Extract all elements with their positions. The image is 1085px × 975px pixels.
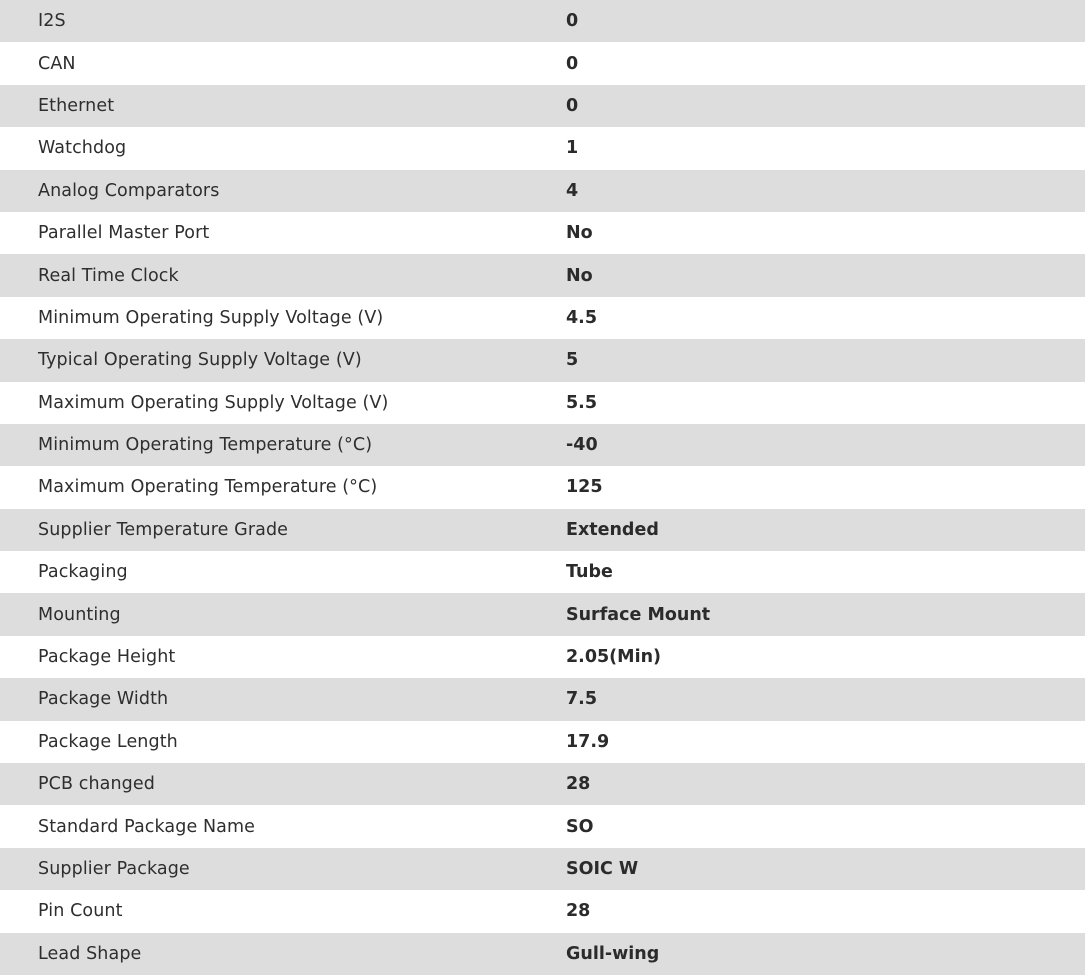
spec-row-max-operating-temp [0, 466, 1085, 508]
spec-row-temperature-grade [0, 509, 1085, 551]
spec-label: Typical Operating Supply Voltage (V) [38, 350, 362, 371]
spec-label: Watchdog [38, 138, 127, 159]
spec-label: Maximum Operating Supply Voltage (V) [38, 392, 389, 413]
spec-label: Ethernet [38, 95, 115, 116]
spec-row-package-height [0, 636, 1085, 678]
spec-row-package-length [0, 721, 1085, 763]
spec-label: Minimum Operating Supply Voltage (V) [38, 307, 384, 328]
spec-value: 0 [566, 53, 579, 74]
spec-row-package-width [0, 678, 1085, 720]
spec-value: 125 [566, 477, 603, 498]
spec-row-pcb-changed [0, 763, 1085, 805]
spec-row-standard-package-name [0, 805, 1085, 847]
spec-value: 1 [566, 138, 579, 159]
spec-value: 5.5 [566, 392, 598, 413]
spec-label: Minimum Operating Temperature (°C) [38, 435, 373, 456]
spec-label: Supplier Package [38, 859, 190, 879]
spec-row-ethernet [0, 85, 1085, 127]
spec-value: No [566, 223, 593, 244]
spec-row-mounting [0, 593, 1085, 635]
spec-label: Standard Package Name [38, 816, 256, 837]
spec-label: Maximum Operating Temperature (°C) [38, 477, 378, 498]
spec-label: Lead Shape [38, 943, 142, 964]
spec-value: 0 [566, 95, 579, 116]
spec-row-lead-shape [0, 933, 1085, 975]
spec-value: 0 [566, 11, 579, 32]
spec-value: 28 [566, 901, 591, 922]
spec-value: Gull-wing [566, 943, 660, 964]
spec-label: Parallel Master Port [38, 223, 210, 244]
spec-label: Analog Comparators [38, 180, 220, 201]
spec-value: 2.05(Min) [566, 647, 662, 668]
spec-row-real-time-clock [0, 254, 1085, 296]
spec-value: 28 [566, 774, 591, 795]
spec-value: 5 [566, 350, 579, 371]
spec-value: No [566, 265, 593, 286]
spec-row-watchdog [0, 127, 1085, 169]
spec-label: CAN [38, 53, 76, 74]
spec-label: Supplier Temperature Grade [38, 519, 289, 540]
spec-value: 4 [566, 180, 579, 201]
spec-value: Surface Mount [566, 604, 711, 625]
spec-row-typ-supply-voltage [0, 339, 1085, 381]
spec-label: Mounting [38, 604, 121, 625]
spec-label: Pin Count [38, 901, 123, 922]
spec-value: 17.9 [566, 731, 610, 752]
spec-label: I2S [38, 11, 66, 32]
spec-value: SO [566, 816, 594, 837]
spec-label: Packaging [38, 562, 128, 583]
spec-row-i2s [0, 0, 1085, 42]
spec-label: Package Height [38, 647, 176, 668]
spec-row-parallel-master-port [0, 212, 1085, 254]
spec-value: SOIC W [566, 859, 639, 879]
spec-value: 4.5 [566, 307, 598, 328]
spec-row-min-supply-voltage [0, 297, 1085, 339]
spec-row-packaging [0, 551, 1085, 593]
spec-label: Real Time Clock [38, 265, 179, 286]
spec-value: Extended [566, 519, 659, 540]
spec-row-max-supply-voltage [0, 382, 1085, 424]
spec-row-supplier-package [0, 848, 1085, 890]
spec-row-can [0, 42, 1085, 84]
spec-row-pin-count [0, 890, 1085, 932]
spec-value: -40 [566, 435, 598, 456]
spec-row-analog-comparators [0, 170, 1085, 212]
spec-row-min-operating-temp [0, 424, 1085, 466]
spec-value: Tube [566, 562, 613, 583]
spec-value: 7.5 [566, 689, 598, 710]
spec-label: PCB changed [38, 774, 155, 795]
spec-label: Package Length [38, 731, 178, 752]
spec-label: Package Width [38, 689, 169, 710]
